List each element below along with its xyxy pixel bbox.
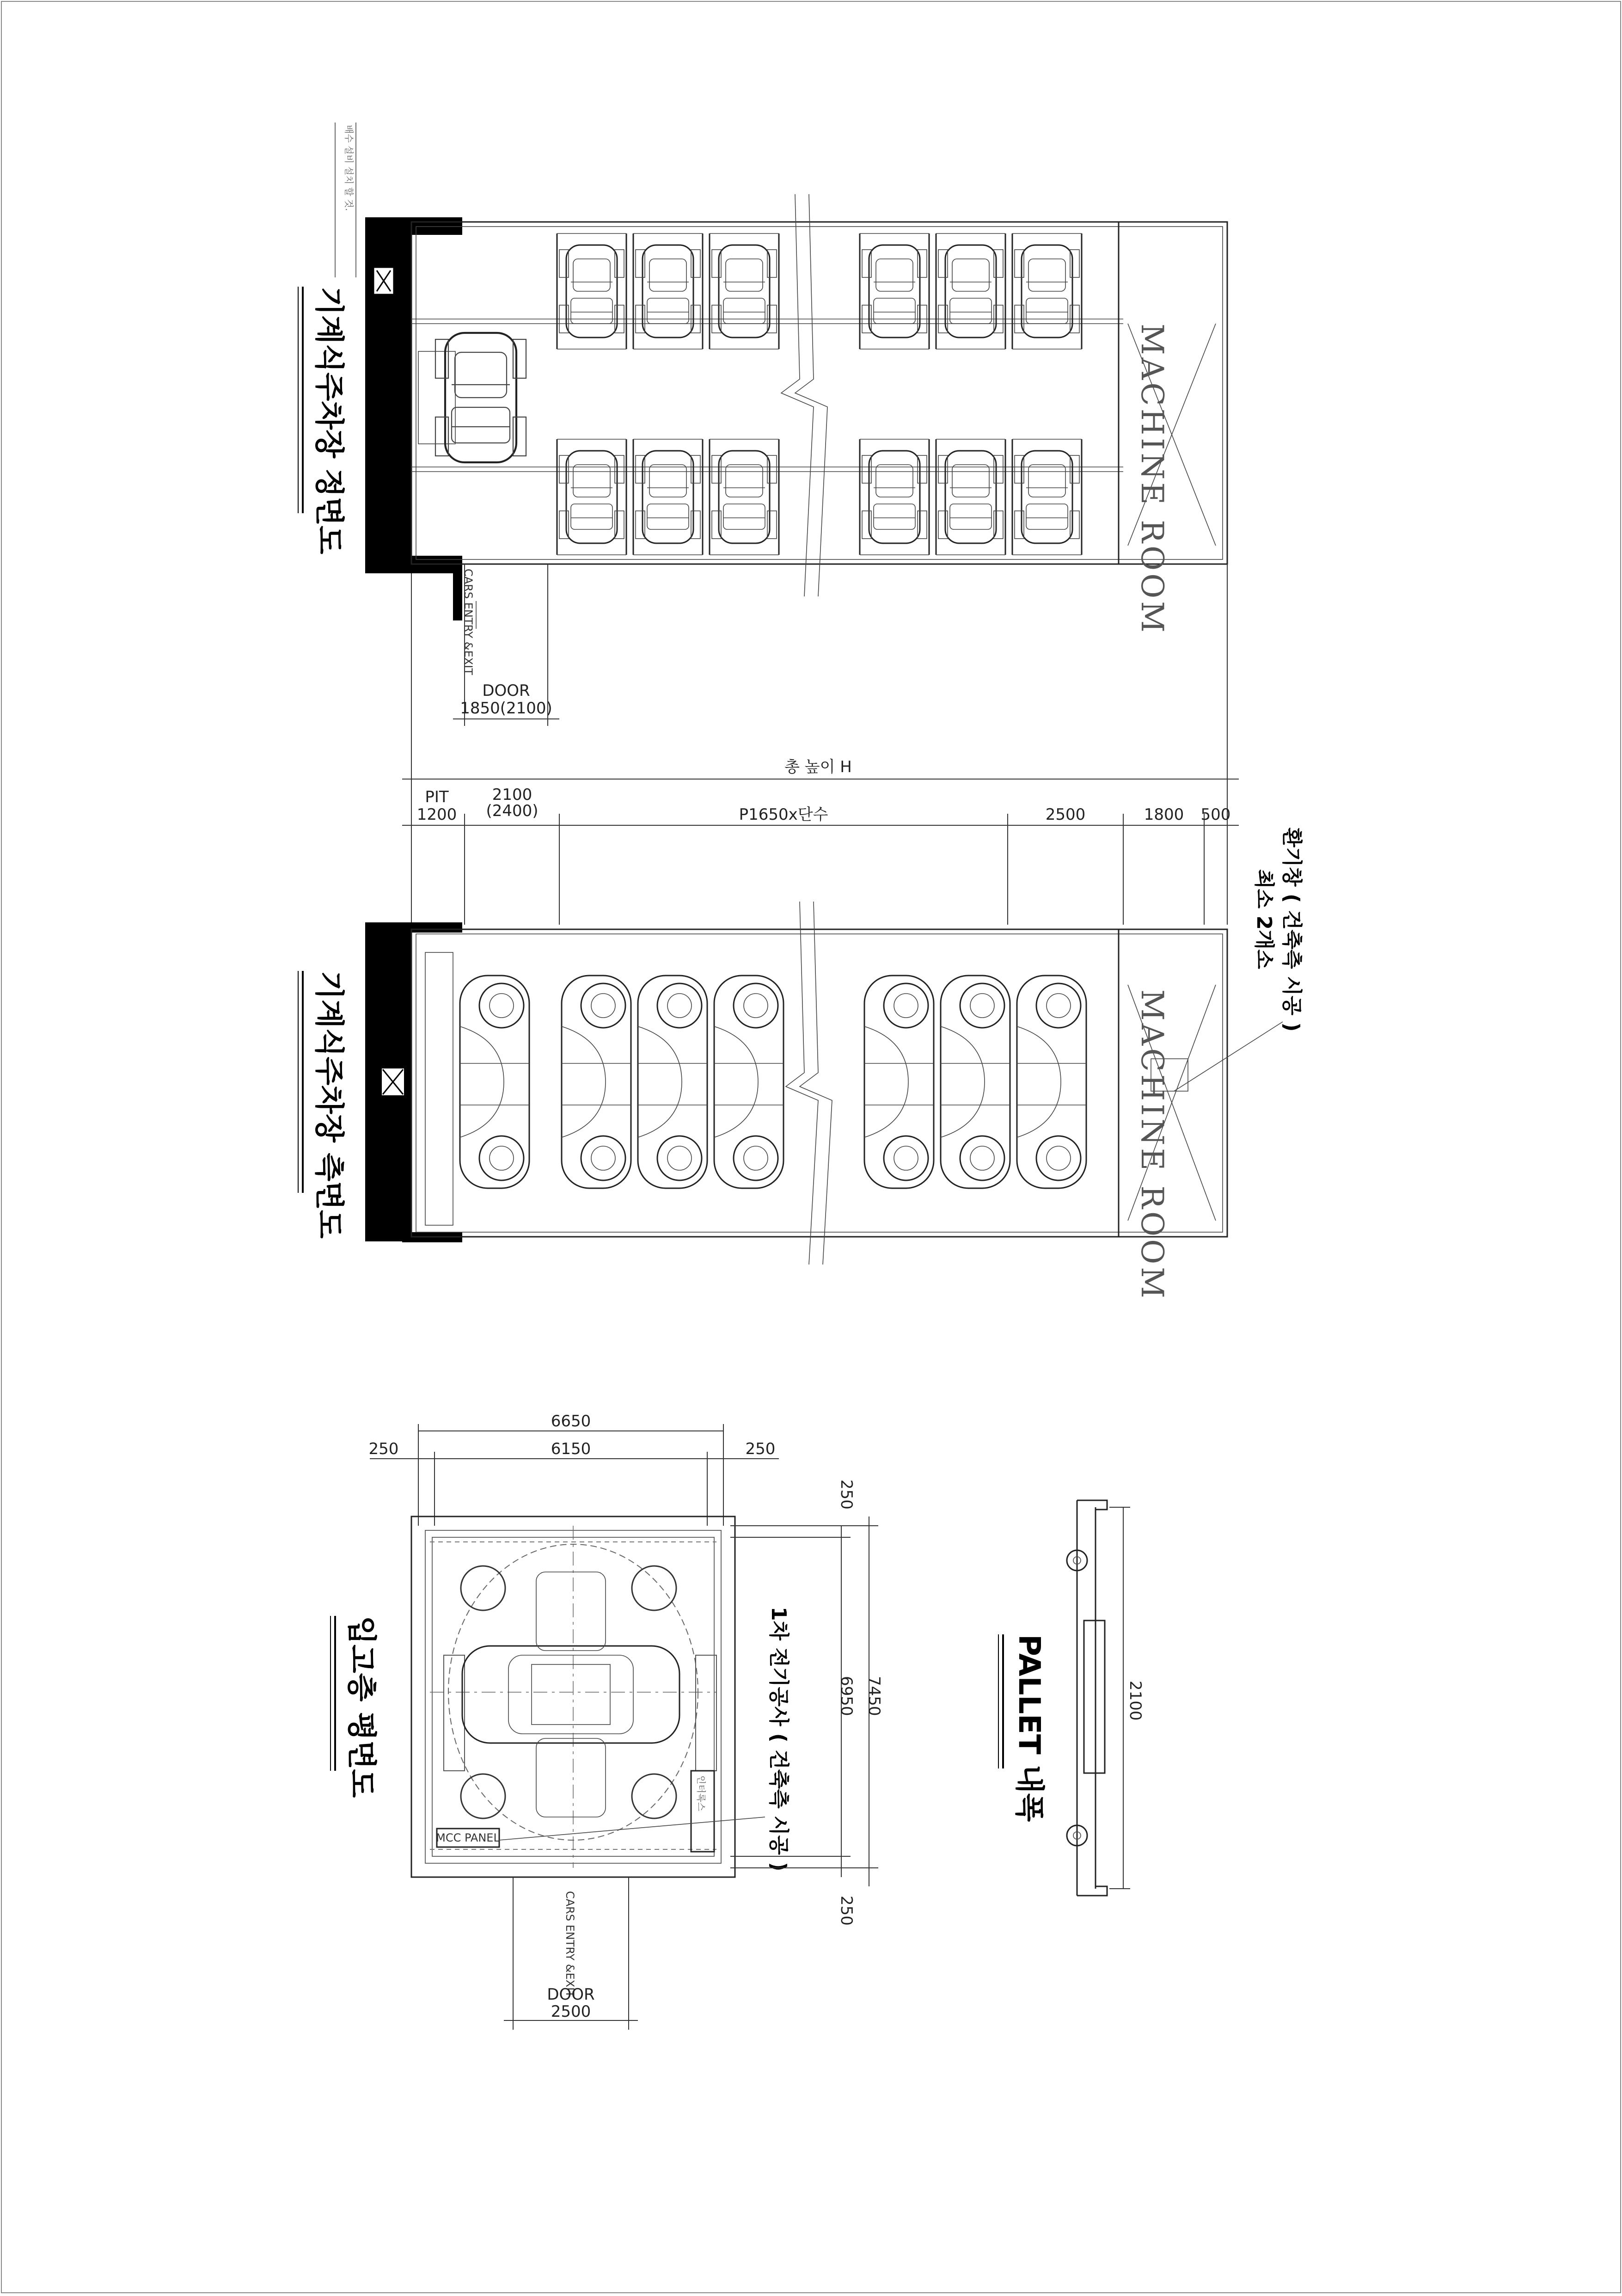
plan-top-margin: 250: [837, 1480, 856, 1510]
front-machine-room: MACHINE ROOM: [1134, 324, 1170, 635]
total-height-label: 총 높이 H: [784, 758, 852, 776]
pallet-title: PALLET 내폭: [1012, 1634, 1046, 1822]
plan-left-margin: 250: [368, 1440, 399, 1458]
side-shaft: [411, 929, 1227, 1237]
side-view: [298, 827, 1304, 1301]
side-view-title: 기계식주차장 측면도: [312, 971, 346, 1239]
side-machine-room: MACHINE ROOM: [1134, 989, 1170, 1301]
front-shaft: [411, 222, 1227, 564]
svg-text:CARS ENTRY &EXIT: CARS ENTRY &EXIT: [462, 569, 475, 675]
svg-text:인터록스: 인터록스: [696, 1775, 707, 1811]
pit-label: PIT: [425, 788, 449, 806]
plan-depth-dims: [730, 1480, 883, 1926]
plan-right-margin: 250: [745, 1440, 776, 1458]
plan-bottom-margin: 250: [837, 1896, 856, 1926]
svg-text:1850(2100): 1850(2100): [460, 699, 552, 718]
svg-text:MCC PANEL: MCC PANEL: [436, 1831, 500, 1844]
plan-inner-width: 6150: [551, 1440, 591, 1458]
plan-inner-depth: 6950: [837, 1676, 856, 1716]
entry-height-alt: (2400): [486, 802, 539, 820]
svg-text:DOOR: DOOR: [482, 681, 530, 700]
front-view-title: 기계식주차장 정면도: [312, 287, 346, 554]
plan-overall-depth: 7450: [865, 1676, 883, 1716]
svg-text:최소 2개소: 최소 2개소: [1252, 869, 1276, 969]
svg-text:CARS ENTRY &EXIT: CARS ENTRY &EXIT: [563, 1891, 576, 1997]
front-entry-label: [462, 569, 476, 675]
height-dimensions: [402, 564, 1239, 925]
svg-text:DOOR: DOOR: [547, 1985, 595, 2004]
front-lift-car: [418, 333, 526, 462]
machine-room-dim: 1800: [1144, 805, 1184, 824]
side-stored-cars: [562, 976, 1086, 1188]
front-view: [298, 194, 1227, 726]
entry-height-value: 2100: [492, 786, 533, 804]
pit-value: 1200: [416, 805, 457, 824]
svg-text:1차 전기공사 ( 건축측 시공 ): 1차 전기공사 ( 건축측 시공 ): [767, 1607, 790, 1872]
plan-view: [331, 1412, 883, 2030]
roof-dim: 500: [1200, 805, 1231, 824]
remark-strip: [335, 123, 356, 277]
remark-text: 배수 설비 설치 할 것.: [343, 125, 355, 211]
pallet-view: [998, 1500, 1145, 1896]
pallet-width: 2100: [1126, 1681, 1145, 1721]
svg-text:환기창 ( 건축측 시공 ): 환기창 ( 건축측 시공 ): [1280, 828, 1304, 1032]
plan-overall-width: 6650: [551, 1412, 591, 1430]
plan-view-title: 입고층 평면도: [344, 1616, 378, 1798]
side-lift-car: [425, 952, 529, 1225]
top-clear-dim: 2500: [1045, 805, 1086, 824]
vent-note: [1174, 827, 1304, 1091]
mcc-panel: [436, 1829, 500, 1847]
plan-side-panel: [691, 1771, 714, 1852]
front-stored-cars: [557, 233, 1082, 555]
plan-width-dims: [369, 1412, 779, 1526]
plan-entry: [504, 1877, 638, 2030]
svg-text:2500: 2500: [551, 2002, 591, 2021]
stack-dim: P1650x단수: [739, 805, 828, 824]
